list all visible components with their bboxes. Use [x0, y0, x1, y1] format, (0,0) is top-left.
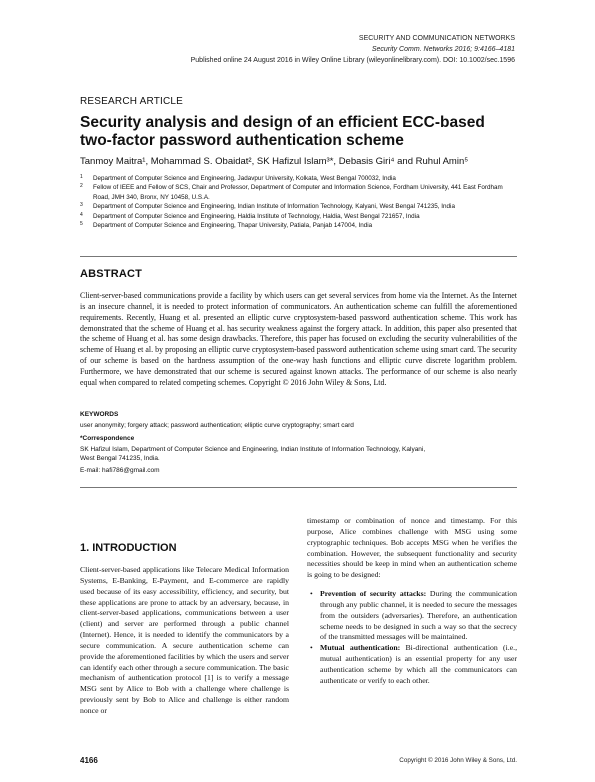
correspondence-email: E-mail: hafi786@gmail.com	[80, 467, 160, 474]
publication-info: Published online 24 August 2016 in Wiley Online Library (wileyonlinelibrary.com). DOI: 10.1002/sec.1596	[190, 57, 515, 64]
correspondence-label: *Correspondence	[80, 435, 135, 442]
keywords-text: user anonymity; forgery attack; password authentication; elliptic curve cryptography; smart card	[80, 422, 354, 429]
journal-name: SECURITY AND COMMUNICATION NETWORKS	[358, 35, 515, 42]
correspondence-text: SK Hafizul Islam, Department of Computer Science and Engineering, Indian Institute of Information Technology, Kalyani, West Bengal 741235, India.	[80, 446, 426, 463]
article-type: RESEARCH ARTICLE	[80, 96, 184, 107]
intro-right-column	[307, 516, 517, 687]
list-item: • Prevention of security attacks: During the communication through any public channel, it is needed to secure the messages from the outsiders (adversaries). Therefore, an authentication scheme needs to be designed in such a way so that the secrecy of the transmitted messages will be maintained.	[310, 589, 517, 642]
page-number: 4166	[80, 756, 98, 765]
abstract-heading: ABSTRACT	[80, 268, 143, 280]
affiliations	[80, 174, 520, 230]
intro-left-column	[80, 565, 289, 717]
abstract-text: Client-server-based communications provide a facility by which users can get several services from home via the Internet. As the Internet is an insecure channel, it is needed to protect information of communicators. An authentication scheme can fulfill the aforementioned requirements. Recently, Huang et al. presented an elliptic curve cryptosystem-based password authentication scheme. This work has demonstrated that the scheme of Huang et al. has security weakness against the forgery attack. In addition, this paper also presented that the scheme of Huang et al. has some design drawbacks. Therefore, this paper has focused on excluding the security vulnerabilities of the scheme of Huang et al. by proposing an elliptic curve cryptosystem-based password authentication scheme using smart card. The security of our scheme is based on the hardness assumption of the one-way hash functions and elliptic curve discrete logarithm problem. Furthermore, we have demonstrated that our scheme is secured against known attacks. The performance of our scheme is also nearly equal when compared to related competing schemes. Copyright © 2016 John Wiley & Sons, Ltd.	[80, 291, 517, 387]
paper-title: Security analysis and design of an efficient ECC-based two-factor password authentication scheme	[80, 114, 485, 149]
author-list: Tanmoy Maitra¹, Mohammad S. Obaidat², SK Hafizul Islam³*, Debasis Giri⁴ and Ruhul Amin⁵	[80, 156, 469, 167]
divider	[80, 487, 517, 488]
list-item: • Mutual authentication: Bi-directional authentication (i.e., mutual authentication) is an essential property for any user authentication scheme by which all the communicators can authenticate or verify to each other.	[310, 643, 518, 685]
requirement-list	[307, 589, 517, 687]
paragraph: Client-server-based applications like Telecare Medical Information Systems, E-Banking, E-Payment, and E-commerce are rapidly used because of its easy accessibility, efficiency, and security, but these applications are prone to attack by an adversary, because, in client-server-based applications, communications between a user (client) and server are performed through a public channel (Internet). Hence, it is needed to identify the communicators by a secure communication. A secure authentication scheme can provide the aforementioned facilities by which the users and server can identify each other through a secure communication. The basic mechanism of authentication protocol [1] is to verify a message MSG sent by Alice to Bob with a challenge where challenge is previously sent by Bob to Alice and challenge is either random nonce or	[80, 565, 289, 715]
keywords-label: KEYWORDS	[80, 411, 119, 418]
divider	[80, 256, 517, 257]
affiliation: 3 Department of Computer Science and Engineering, Indian Institute of Information Technology, Kalyani, West Bengal 741235, India	[80, 202, 455, 211]
section-heading: 1. INTRODUCTION	[80, 542, 177, 554]
affiliation: 2 Fellow of IEEE and Fellow of SCS, Chair and Professor, Department of Computer and Information Science, Fordham University, 441 East Fordham Road, JMH 340, Bronx, NY 10458, U.S.A.	[80, 183, 503, 201]
affiliation: 1 Department of Computer Science and Engineering, Jadavpur University, Kolkata, West Bengal 700032, India	[80, 174, 396, 182]
affiliation: 4 Department of Computer Science and Engineering, Haldia Institute of Technology, Haldia, West Bengal 721657, India	[80, 211, 420, 220]
journal-citation: Security Comm. Networks 2016; 9:4166–4181	[371, 46, 515, 53]
affiliation: 5 Department of Computer Science and Engineering, Thapar University, Patiala, Panjab 147004, India	[80, 221, 373, 230]
paragraph: timestamp or combination of nonce and timestamp. For this purpose, Alice combines challenge with MSG using some cryptographic techniques. Bob accepts MSG when he verifies the combination. However, the subsequent functionality and security necessities should be keep in mind when an authentication scheme is going to be designed:	[307, 516, 517, 580]
footer-copyright: Copyright © 2016 John Wiley & Sons, Ltd.	[399, 757, 517, 764]
